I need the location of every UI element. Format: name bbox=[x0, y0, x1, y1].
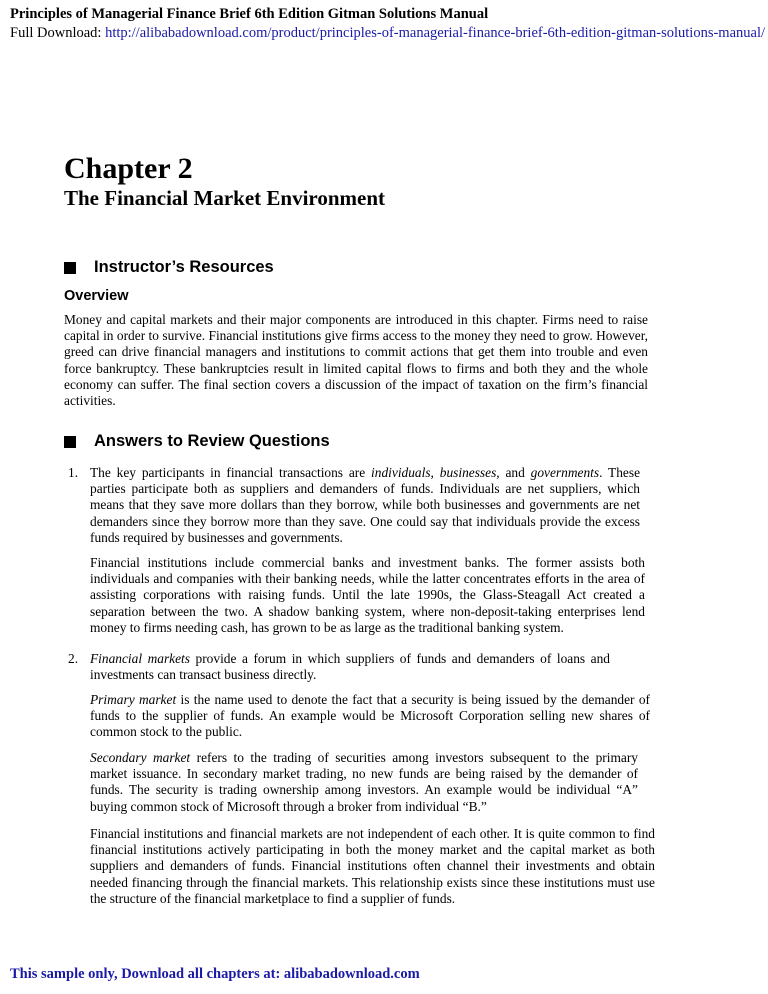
question-2-number: 2. bbox=[68, 651, 79, 666]
square-bullet-icon bbox=[64, 262, 76, 274]
overview-paragraph: Money and capital markets and their major components are introduced in this chapter. Firms need to raise capital in order to survive. Financial institutions give firms access to the money they need to grow. However, greed can drive financial managers and institutions to commit actions that get them into trouble and even force bankruptcy. These bankruptcies result in limited capital flows to firms and both they and the whole economy can suffer. The final section covers a discussion of the impact of taxation on the firm’s financial activities. bbox=[64, 312, 648, 409]
section-heading-text: Instructor’s Resources bbox=[94, 258, 274, 276]
document-header-title: Principles of Managerial Finance Brief 6th Edition Gitman Solutions Manual bbox=[10, 6, 489, 22]
overview-heading: Overview bbox=[64, 288, 129, 304]
question-1-answer: The key participants in financial transactions are individuals, businesses, and governments. These parties participate both as suppliers and demanders of funds. Individuals are net suppliers, which means that they save more dollars than they borrow, while both businesses and governments are net demanders since they borrow more than they save. One could say that individuals provide the excess funds required by businesses and governments. bbox=[90, 465, 641, 545]
section-heading-text: Answers to Review Questions bbox=[94, 432, 330, 450]
download-line bbox=[10, 25, 765, 42]
secondary-market-paragraph: Secondary market refers to the trading of securities among investors subsequent to the primary market issuance. In secondary market trading, no new funds are being raised by the demander of funds. The security is trading ownership among investors. An example would be individual “A” buying common stock of Microsoft through a broker from individual “B.” bbox=[90, 750, 638, 814]
download-link[interactable]: http://alibabadownload.com/product/principles-of-managerial-finance-brief-6th-edition-gitman-solutions-manual/ bbox=[105, 25, 766, 41]
square-bullet-icon bbox=[64, 436, 76, 448]
section-heading-review-questions bbox=[64, 432, 330, 451]
chapter-title: The Financial Market Environment bbox=[64, 186, 386, 210]
question-2-answer: Financial markets provide a forum in which suppliers of funds and demanders of loans and investments can transact business directly. bbox=[90, 651, 610, 683]
question-1-number: 1. bbox=[68, 465, 79, 480]
footer-download-notice[interactable]: This sample only, Download all chapters at: alibabadownload.com bbox=[10, 966, 420, 982]
question-1-paragraph-2: Financial institutions include commercial banks and investment banks. The former assists both individuals and companies with their banking needs, while the latter concentrates efforts in the area of assisting corporations with raising funds. Until the late 1990s, the Glass-Steagall Act created a separation between the two. A shadow banking system, where non-deposit-taking enterprises lend money to firms needing cash, has grown to be as large as the traditional banking system. bbox=[90, 555, 645, 635]
download-label: Full Download: bbox=[10, 25, 106, 41]
section-heading-instructors-resources bbox=[64, 258, 274, 277]
financial-institutions-paragraph: Financial institutions and financial markets are not independent of each other. It is quite common to find financial institutions actively participating in both the money market and the capital market as both suppliers and demanders of funds. Financial institutions often channel their investments and obtain needed financing through the financial markets. This relationship exists since these institutions must use the structure of the financial marketplace to find a supplier of funds. bbox=[90, 826, 655, 906]
primary-market-paragraph: Primary market is the name used to denote the fact that a security is being issued by the demander of funds to the supplier of funds. An example would be Microsoft Corporation selling new shares of common stock to the public. bbox=[90, 692, 651, 740]
chapter-number: Chapter 2 bbox=[64, 152, 193, 185]
